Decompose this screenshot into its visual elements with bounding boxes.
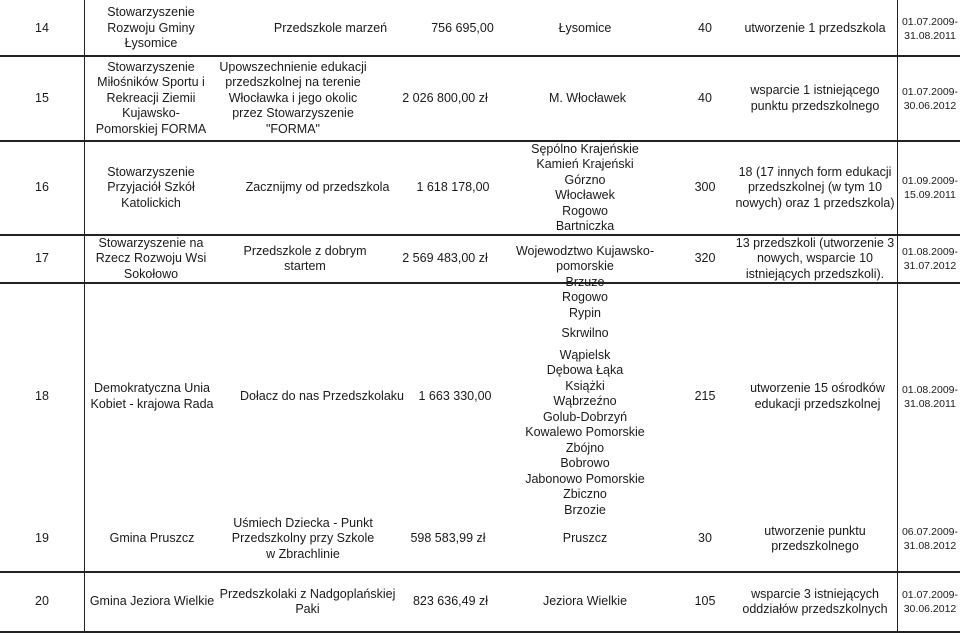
children-count: 105 — [694, 594, 716, 609]
row-number: 14 — [35, 20, 49, 35]
amount: 756 695,00 — [431, 20, 494, 35]
location: Sępólno Krajeńskie — [531, 141, 639, 156]
period: 01.07.2009-30.06.2012 — [901, 85, 959, 112]
project-title: Zacznijmy od przedszkola — [245, 180, 390, 195]
period: 01.08.2009-31.07.2012 — [901, 246, 959, 272]
project-title: Dołacz do nas Przedszkolaku — [240, 388, 404, 403]
amount: 2 569 483,00 zł — [402, 251, 488, 266]
row-number: 20 — [35, 594, 49, 609]
location: Zbójno — [565, 440, 605, 455]
scope: wsparcie 1 istniejącego punktu przedszkolnego — [750, 83, 880, 113]
location: Jeziora Wielkie — [542, 594, 628, 609]
amount: 598 583,99 zł — [410, 531, 486, 546]
project-title: Uśmiech Dziecka - Punkt Przedszkolny przy Szkole w Zbrachlinie — [231, 515, 375, 561]
location: Górzno — [564, 172, 606, 187]
children-count: 320 — [694, 251, 716, 266]
project-title: Przedszkole z dobrym startem — [243, 243, 367, 273]
column-divider — [84, 0, 85, 633]
beneficiary: Gmina Pruszcz — [109, 531, 195, 546]
location: Bartniczka — [555, 219, 615, 233]
location: Wąpielsk — [559, 347, 611, 362]
amount: 1 663 330,00 — [418, 388, 492, 403]
location: Włocławek — [555, 188, 615, 202]
location: Brzozie — [564, 502, 606, 517]
beneficiary: Demokratyczna Unia Kobiet - krajowa Rada — [90, 381, 214, 411]
location: Skrwilno — [561, 326, 609, 341]
row-number: 18 — [35, 388, 49, 403]
beneficiary: Stowarzyszenie Przyjaciół Szkół Katolickich — [107, 164, 195, 210]
project-title: Przedszkole marzeń — [273, 20, 388, 35]
children-count: 215 — [694, 388, 716, 403]
location-list — [505, 274, 665, 517]
location: Kamień Krajeński — [536, 157, 634, 171]
amount: 823 636,49 zł — [412, 594, 489, 609]
row-number: 16 — [35, 180, 49, 195]
location: Kowalewo Pomorskie — [525, 425, 645, 440]
location: Bobrowo — [560, 456, 610, 471]
children-count: 40 — [698, 90, 712, 105]
beneficiary: Gmina Jeziora Wielkie — [89, 594, 215, 609]
location: Rypin — [569, 305, 601, 320]
children-count: 300 — [694, 180, 716, 195]
beneficiary: Stowarzyszenie na Rzecz Rozwoju Wsi Sokołowo — [95, 235, 207, 281]
children-count: 40 — [698, 20, 712, 35]
row-number: 15 — [35, 90, 49, 105]
period: 01.07.2009-31.08.2011 — [901, 15, 959, 42]
location: Wojewodztwo Kujawsko-pomorskie — [515, 243, 655, 273]
location: Książki — [565, 378, 605, 393]
period: 01.07.2009-30.06.2012 — [901, 589, 959, 615]
location: Pruszcz — [562, 531, 608, 546]
row-number: 19 — [35, 531, 49, 546]
scope: utworzenie 15 ośrodków edukacji przedszkolnej — [750, 381, 885, 411]
location: Jabonowo Pomorskie — [525, 471, 645, 486]
project-title: Przedszkolaki z Nadgoplańskiej Paki — [219, 586, 396, 616]
scope: 18 (17 innych form edukacji przedszkolnej (w tym 10 nowych) oraz 1 przedszkola) — [735, 164, 895, 210]
location: Golub-Dobrzyń — [542, 409, 628, 424]
location: Rogowo — [562, 290, 608, 305]
project-title: Upowszechnienie edukacji przedszkolnej na terenie Włocławka i jego okolic przez Stowarzyszenie "FORMA" — [219, 59, 367, 136]
scope: 13 przedszkoli (utworzenie 3 nowych, wsparcie 10 istniejących przedszkoli). — [735, 235, 895, 281]
period: 06.07.2009-31.08.2012 — [901, 526, 959, 552]
scope: utworzenie punktu przedszkolnego — [764, 523, 866, 553]
amount: 1 618 178,00 — [416, 180, 490, 195]
row-number: 17 — [35, 251, 49, 266]
location: Zbiczno — [563, 487, 607, 502]
column-divider — [897, 0, 898, 633]
location: Dębowa Łąka — [546, 363, 624, 378]
scope: wsparcie 3 istniejących oddziałów przedszkolnych — [742, 586, 888, 616]
amount: 2 026 800,00 zł — [402, 90, 488, 105]
period: 01.09.2009-15.09.2011 — [901, 175, 959, 201]
location-list — [505, 142, 665, 234]
children-count: 30 — [698, 531, 712, 546]
location: Rogowo — [562, 203, 608, 218]
location: Wąbrzeźno — [553, 394, 617, 409]
period: 01.08.2009-31.08.2011 — [901, 383, 959, 410]
location: Brzuze — [565, 274, 605, 289]
location: M. Włocławek — [548, 90, 627, 105]
location: Łysomice — [558, 20, 612, 35]
beneficiary: Stowarzyszenie Rozwoju Gminy Łysomice — [107, 5, 195, 51]
scope: utworzenie 1 przedszkola — [744, 20, 886, 35]
beneficiary: Stowarzyszenie Miłośników Sportu i Rekreacji Ziemii Kujawsko-Pomorskiej FORMA — [95, 59, 207, 136]
